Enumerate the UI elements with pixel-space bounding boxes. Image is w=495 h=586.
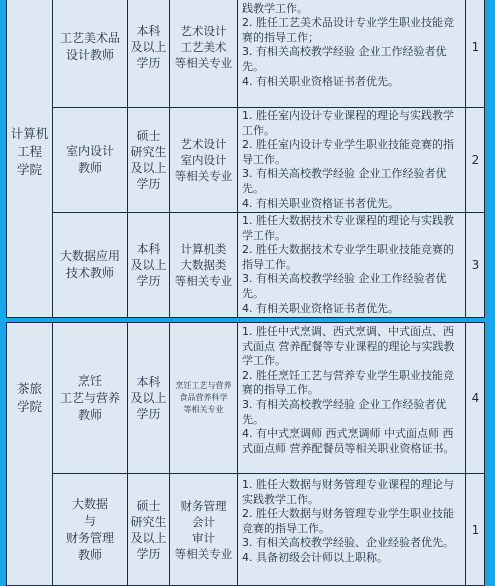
requirement-item: 4. 有相关职业资格证书者优先。 (242, 301, 399, 315)
requirement-item: 3. 有相关高校教学经验 企业工作经验者优先。 (242, 45, 447, 73)
requirement-item: 1. 胜任中式烹调、西式烹调、中式面点、西式面点 营养配餐等专业课程的理论与实践教学工作。 (242, 325, 455, 368)
headcount-cell: 1 (471, 522, 480, 537)
major-cell: 艺术设计 工艺美术 等相关专业 (174, 24, 233, 70)
requirement-item: 4. 有相关职业资格证书者优先。 (242, 196, 399, 210)
education-cell: 硕士 研究生 及以上 学历 (130, 498, 167, 561)
requirement-item: 4. 具备初级会计师以上职称。 (242, 550, 388, 564)
education-cell: 硕士 研究生 及以上 学历 (130, 129, 167, 191)
requirement-item: 3. 有相关高校教学经验、企业经验者优先。 (242, 536, 454, 550)
headcount-cell: 4 (471, 391, 480, 405)
position-cell: 大数据 与 财务管理 教师 (65, 496, 114, 562)
education-cell: 本科 及以上 学历 (130, 24, 167, 70)
requirement-item: 3. 有相关高校教学经验 企业工作经验者优先。 (242, 272, 447, 300)
education-cell: 本科 及以上 学历 (130, 242, 167, 288)
requirements-cell (238, 0, 465, 107)
requirement-item: 2. 胜任工艺美术品设计专业学生职业技能竞赛的指导工作； (242, 16, 454, 44)
position-cell: 烹饪 工艺与营养 教师 (59, 373, 120, 422)
requirements-cell (238, 214, 465, 317)
department-cell: 计算机 工程 学院 (10, 126, 49, 177)
requirement-item: 2. 胜任室内设计专业学生职业技能竞赛的指导工作。 (242, 138, 454, 166)
requirement-item: 2. 胜任烹饪工艺与营养专业学生职业技能竞赛的指导工作。 (242, 368, 454, 397)
requirement-item: 4. 有相关职业资格证书者优先。 (242, 74, 399, 88)
requirement-item: 2. 胜任大数据与财务管理专业学生职业技能竞赛的指导工作。 (242, 507, 454, 535)
position-cell: 室内设计 教师 (65, 144, 114, 175)
position-cell: 工艺美术品 设计教师 (59, 31, 120, 62)
major-cell: 计算机类 大数据类 等相关专业 (174, 242, 233, 288)
requirement-item: 1. 胜任大数据技术专业课程的理论与实践教学工作。 (242, 214, 454, 242)
education-cell: 本科 及以上 学历 (130, 375, 167, 421)
requirements-cell (238, 109, 465, 212)
headcount-cell: 3 (471, 258, 480, 272)
headcount-cell: 2 (471, 153, 480, 167)
requirement-item: 1. 胜任室内设计专业课程的理论与实践教学工作。 (242, 109, 454, 137)
requirement-item: 4. 有中式烹调师 西式烹调师 中式面点师 西式面点师 营养配餐员等相关职业资格证书。 (242, 427, 455, 455)
requirement-item: 3. 有相关高校教学经验 企业工作经验者优先。 (242, 397, 447, 426)
requirement-item: 1. 胜任大数据与财务管理专业课程的理论与实践教学工作。 (242, 478, 454, 506)
major-cell: 烹饪工艺与营养 食品营养科学 等相关专业 (175, 381, 232, 414)
requirement-item: 践教学工作。 (242, 1, 308, 15)
requirements-cell (238, 478, 465, 585)
requirement-item: 2. 胜任大数据技术专业学生职业技能竞赛的指导工作。 (242, 243, 454, 271)
recruitment-table-section-tea-tourism (6, 322, 485, 586)
major-cell: 艺术设计 室内设计 等相关专业 (174, 137, 233, 183)
requirements-cell (238, 325, 465, 473)
department-cell: 茶旅 学院 (16, 381, 42, 414)
requirement-item: 3. 有相关高校教学经验 企业工作经验者优先。 (242, 167, 447, 195)
position-cell: 大数据应用 技术教师 (59, 249, 120, 280)
recruitment-table-section-computer-engineering (6, 0, 485, 318)
headcount-cell: 1 (471, 40, 480, 54)
major-cell: 财务管理 会计 审计 等相关专业 (174, 498, 233, 561)
